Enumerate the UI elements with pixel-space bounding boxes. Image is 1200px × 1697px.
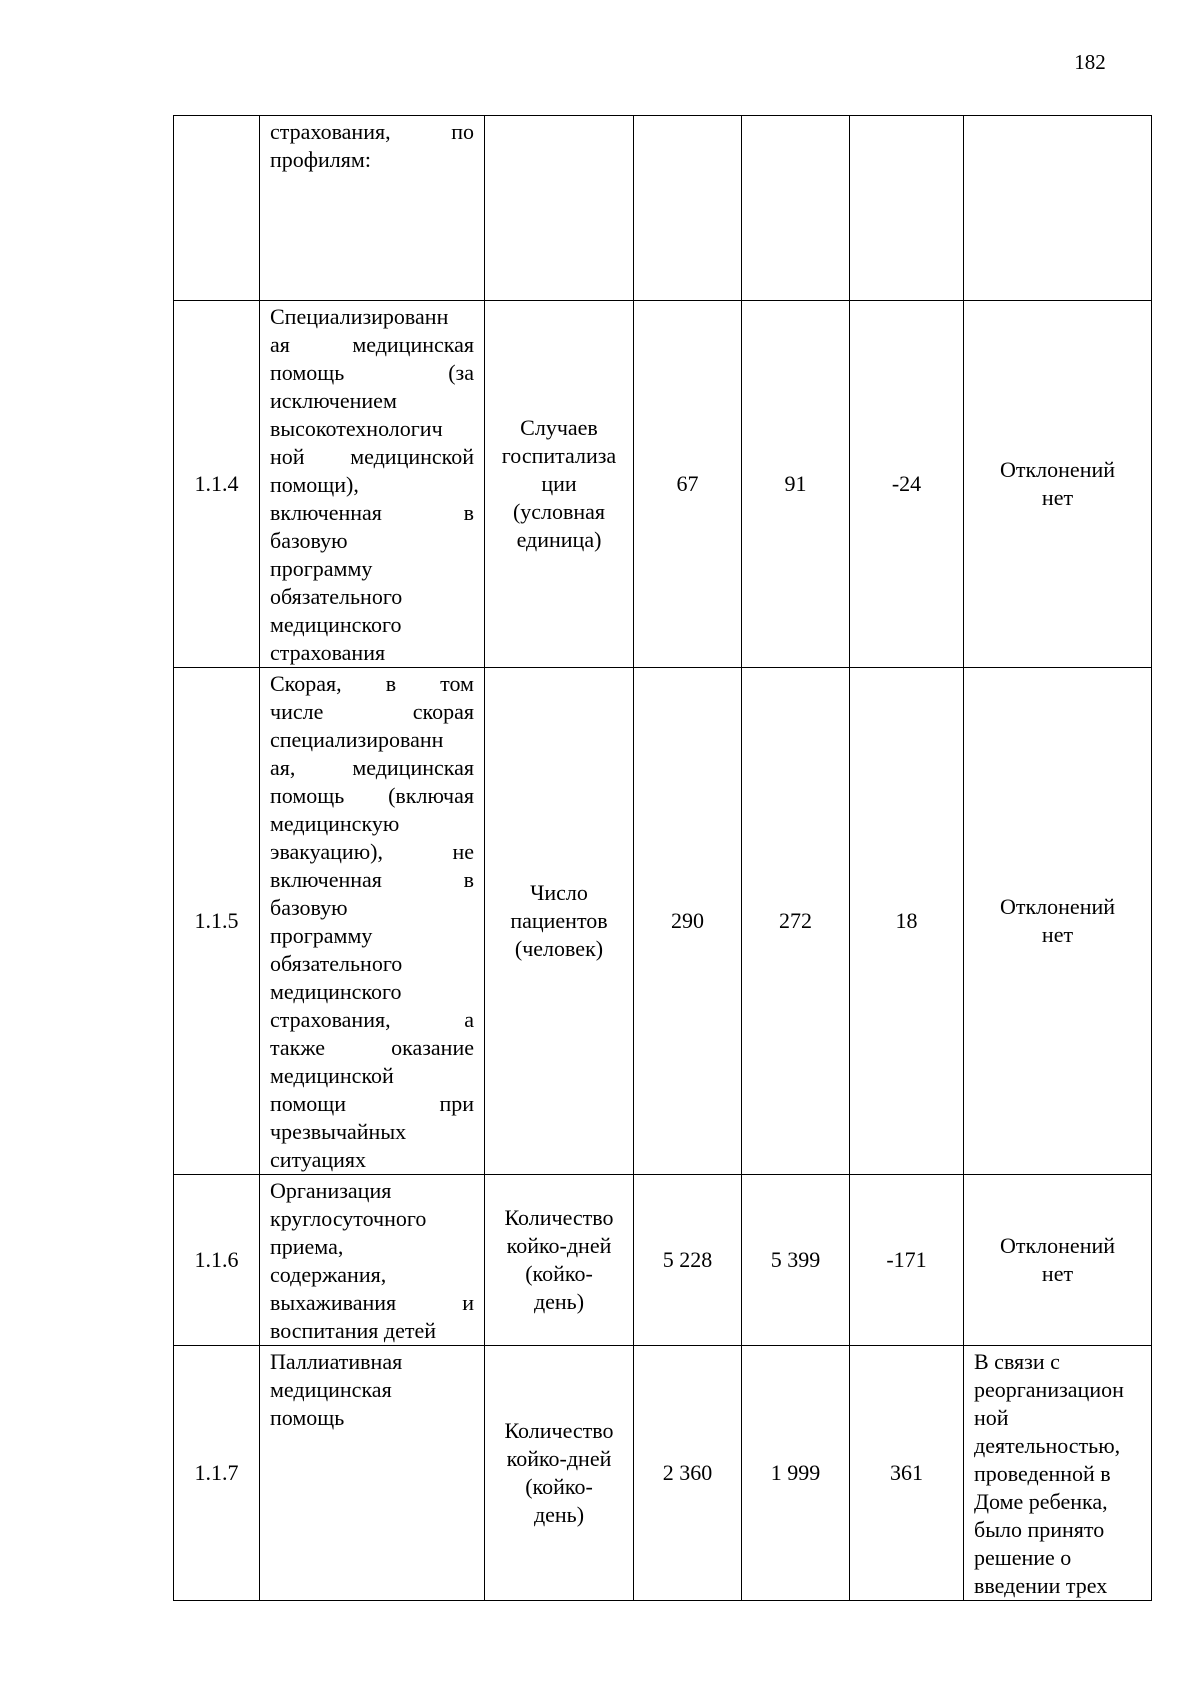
service-name-line: медицинского xyxy=(270,612,402,637)
service-name-line: обязательного xyxy=(270,584,403,609)
service-name-line xyxy=(270,838,474,866)
service-name-line: Организация xyxy=(270,1178,392,1203)
service-name-line xyxy=(270,782,474,810)
service-name-word: медицинской xyxy=(350,444,474,469)
service-name-line xyxy=(270,1034,474,1062)
reason-line: введении трех xyxy=(974,1573,1108,1598)
service-name-line: медицинская xyxy=(270,1377,392,1402)
service-name-word: выхаживания xyxy=(270,1290,397,1315)
fact-value-cell xyxy=(742,116,850,301)
service-name-line: ситуациях xyxy=(270,1147,367,1172)
plan-value-cell xyxy=(634,116,742,301)
service-name-line: медицинской xyxy=(270,1063,394,1088)
service-name-line: медицинскую xyxy=(270,811,400,836)
deviation-value-cell: 361 xyxy=(850,1346,964,1601)
fact-value-cell: 91 xyxy=(742,301,850,668)
service-name-line: помощи), xyxy=(270,472,359,497)
service-name-word: (за xyxy=(448,360,474,385)
reason-cell xyxy=(964,1175,1152,1346)
unit-line: (койко- xyxy=(525,1474,593,1499)
service-name-line xyxy=(270,331,474,359)
service-name-word: (включая xyxy=(388,783,474,808)
plan-value-cell: 290 xyxy=(634,668,742,1175)
fact-value-cell: 272 xyxy=(742,668,850,1175)
unit-line: Случаев xyxy=(520,415,598,440)
table-row xyxy=(174,668,1152,1175)
reason-line: В связи с xyxy=(974,1349,1060,1374)
unit-line: единица) xyxy=(516,527,602,552)
service-name-word: страхования, xyxy=(270,1007,391,1032)
service-name-word: включенная xyxy=(270,500,382,525)
service-name-line xyxy=(270,698,474,726)
row-number-cell: 1.1.5 xyxy=(174,668,260,1175)
service-name-word: в xyxy=(463,867,474,892)
deviation-value-cell: -171 xyxy=(850,1175,964,1346)
service-name-word: по xyxy=(451,119,474,144)
service-name-word: в xyxy=(463,500,474,525)
service-name-word: помощь xyxy=(270,783,345,808)
service-name-cell xyxy=(260,668,485,1175)
plan-value-cell: 5 228 xyxy=(634,1175,742,1346)
service-name-word: также xyxy=(270,1035,326,1060)
unit-line: день) xyxy=(533,1289,585,1314)
service-name-line xyxy=(270,499,474,527)
unit-cell xyxy=(485,668,634,1175)
unit-line: койко-дней xyxy=(506,1446,612,1471)
service-name-line: базовую xyxy=(270,895,348,920)
service-name-line: Паллиативная xyxy=(270,1349,403,1374)
service-name-word: страхования, xyxy=(270,119,391,144)
service-name-line: помощь xyxy=(270,1405,345,1430)
service-name-word: ной xyxy=(270,444,305,469)
reason-line: проведенной в xyxy=(974,1461,1111,1486)
service-name-line xyxy=(270,754,474,782)
unit-line: Количество xyxy=(504,1418,614,1443)
service-name-word: не xyxy=(452,839,474,864)
service-name-line: специализированн xyxy=(270,727,444,752)
unit-line: день) xyxy=(533,1502,585,1527)
service-name-word: медицинская xyxy=(352,755,474,780)
reason-line: ной xyxy=(974,1405,1009,1430)
service-name-line xyxy=(270,443,474,471)
service-name-word: числе xyxy=(270,699,324,724)
service-name-line: программу xyxy=(270,556,373,581)
row-number-cell: 1.1.7 xyxy=(174,1346,260,1601)
reason-line: реорганизацион xyxy=(974,1377,1124,1402)
service-name-line: чрезвычайных xyxy=(270,1119,407,1144)
service-name-line: профилям: xyxy=(270,147,371,172)
table-row xyxy=(174,301,1152,668)
service-name-line: обязательного xyxy=(270,951,403,976)
service-name-word: при xyxy=(439,1091,474,1116)
service-name-line xyxy=(270,1289,474,1317)
reason-line: было принято xyxy=(974,1517,1105,1542)
reason-cell xyxy=(964,301,1152,668)
report-table xyxy=(173,115,1152,1601)
service-name-line xyxy=(270,1006,474,1034)
service-name-line xyxy=(270,118,474,146)
reason-line: Отклонений xyxy=(999,1233,1116,1258)
plan-value-cell: 67 xyxy=(634,301,742,668)
service-name-line: программу xyxy=(270,923,373,948)
service-name-cell xyxy=(260,116,485,301)
service-name-line: содержания, xyxy=(270,1262,387,1287)
table-row xyxy=(174,116,1152,301)
unit-cell xyxy=(485,1175,634,1346)
service-name-line: высокотехнологич xyxy=(270,416,443,441)
service-name-cell xyxy=(260,1175,485,1346)
plan-value-cell: 2 360 xyxy=(634,1346,742,1601)
reason-line: решение о xyxy=(974,1545,1072,1570)
service-name-word: эвакуацию), xyxy=(270,839,383,864)
service-name-line: страхования xyxy=(270,640,386,665)
service-name-line xyxy=(270,866,474,894)
service-name-word: Скорая, xyxy=(270,671,342,696)
service-name-word: скорая xyxy=(412,699,474,724)
unit-line: (койко- xyxy=(525,1261,593,1286)
service-name-word: а xyxy=(464,1007,474,1032)
table-row xyxy=(174,1346,1152,1601)
service-name-word: медицинская xyxy=(352,332,474,357)
fact-value-cell: 1 999 xyxy=(742,1346,850,1601)
service-name-word: помощь xyxy=(270,360,345,385)
unit-line: ции xyxy=(541,471,577,496)
unit-line: пациентов xyxy=(510,908,608,933)
reason-cell xyxy=(964,668,1152,1175)
service-name-cell xyxy=(260,301,485,668)
service-name-word: том xyxy=(440,671,474,696)
service-name-word: оказание xyxy=(391,1035,474,1060)
service-name-line xyxy=(270,1090,474,1118)
unit-line: Количество xyxy=(504,1205,614,1230)
unit-line: (условная xyxy=(512,499,606,524)
service-name-word: ая xyxy=(270,332,290,357)
reason-cell xyxy=(964,116,1152,301)
service-name-line: круглосуточного xyxy=(270,1206,427,1231)
row-number-cell: 1.1.4 xyxy=(174,301,260,668)
service-name-cell xyxy=(260,1346,485,1601)
unit-line: госпитализа xyxy=(501,443,617,468)
service-name-line: Специализированн xyxy=(270,304,449,329)
deviation-value-cell: 18 xyxy=(850,668,964,1175)
deviation-value-cell xyxy=(850,116,964,301)
unit-line: Число xyxy=(530,880,588,905)
service-name-line: воспитания детей xyxy=(270,1318,437,1343)
unit-cell xyxy=(485,301,634,668)
service-name-word: ая, xyxy=(270,755,296,780)
service-name-line xyxy=(270,670,474,698)
unit-cell xyxy=(485,1346,634,1601)
table-row xyxy=(174,1175,1152,1346)
reason-line: Отклонений xyxy=(999,457,1116,482)
service-name-line: приема, xyxy=(270,1234,344,1259)
reason-line: нет xyxy=(1041,485,1074,510)
service-name-line: базовую xyxy=(270,528,348,553)
service-name-line: исключением xyxy=(270,388,397,413)
unit-line: койко-дней xyxy=(506,1233,612,1258)
service-name-word: в xyxy=(385,671,397,696)
service-name-word: и xyxy=(462,1290,474,1315)
reason-line: Отклонений xyxy=(999,894,1116,919)
reason-line: нет xyxy=(1041,1261,1074,1286)
service-name-word: включенная xyxy=(270,867,382,892)
deviation-value-cell: -24 xyxy=(850,301,964,668)
row-number-cell: 1.1.6 xyxy=(174,1175,260,1346)
service-name-word: помощи xyxy=(270,1091,346,1116)
reason-line: Доме ребенка, xyxy=(974,1489,1108,1514)
reason-cell xyxy=(964,1346,1152,1601)
service-name-line xyxy=(270,359,474,387)
reason-line: деятельностью, xyxy=(974,1433,1121,1458)
reason-line: нет xyxy=(1041,922,1074,947)
unit-line: (человек) xyxy=(514,936,604,961)
unit-cell xyxy=(485,116,634,301)
fact-value-cell: 5 399 xyxy=(742,1175,850,1346)
service-name-line: медицинского xyxy=(270,979,402,1004)
row-number-cell xyxy=(174,116,260,301)
page-number: 182 xyxy=(1074,50,1106,74)
